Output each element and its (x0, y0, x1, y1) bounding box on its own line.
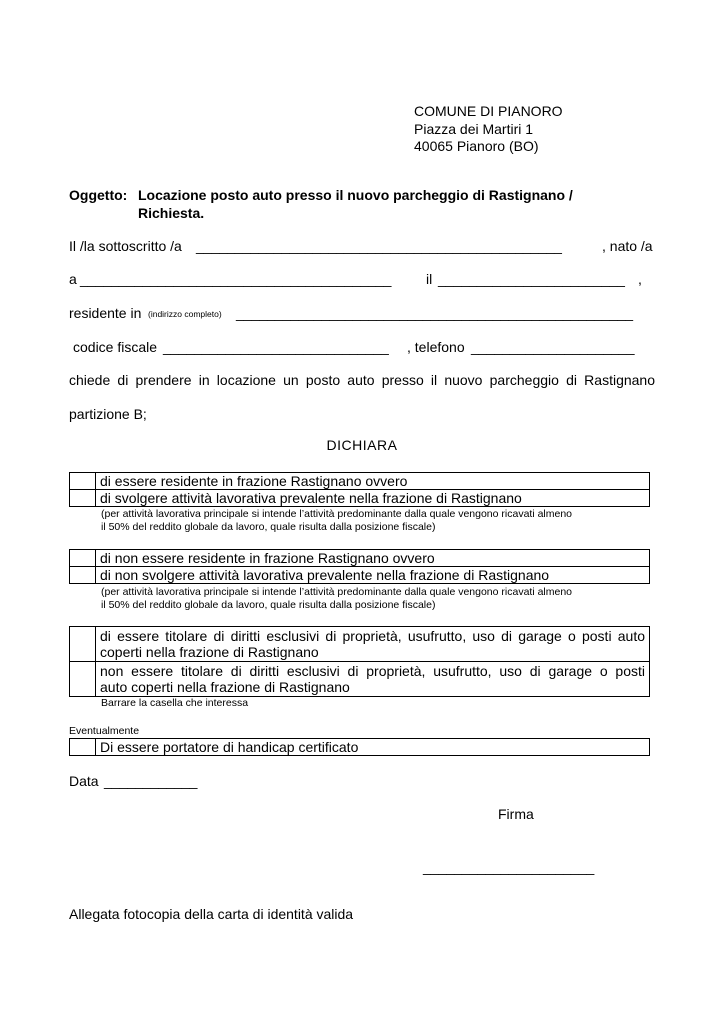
option-not-owner-line1: non essere titolare di diritti esclusivi di proprietà, usufrutto, uso di garage o posti (100, 663, 645, 679)
option-not-resident: di non essere residente in frazione Rastignano ovvero (96, 550, 650, 567)
group3-note: Barrare la casella che interessa (101, 697, 249, 709)
signature-label: Firma (498, 806, 534, 822)
date-field[interactable]: ____________ (104, 773, 198, 789)
residence-field[interactable]: ___________________________________________________ (236, 305, 634, 321)
signature-field[interactable]: ______________________ (423, 859, 595, 875)
declaration-group-2 (69, 549, 650, 584)
checkbox-handicap[interactable] (70, 739, 96, 756)
checkbox-work[interactable] (70, 490, 96, 507)
checkbox-owner[interactable] (70, 627, 96, 662)
recipient-name: COMUNE DI PIANORO (414, 103, 563, 119)
subject-line2: Richiesta. (138, 205, 205, 221)
birthdate-label: il (426, 271, 433, 287)
checkbox-not-resident[interactable] (70, 550, 96, 567)
declares-heading: DICHIARA (326, 437, 398, 453)
tax-code-field[interactable]: _____________________________ (163, 339, 389, 355)
option-resident: di essere residente in frazione Rastignano ovvero (96, 473, 650, 490)
group1-note-line2: il 50% del reddito globale da lavoro, quale risulta dalla posizione fiscale) (101, 521, 436, 533)
checkbox-not-work[interactable] (70, 567, 96, 584)
born-label: , nato /a (602, 238, 653, 254)
group1-note-line1: (per attività lavorativa principale si intende l’attività predominante dalla quale vengono ricavati almeno (101, 508, 573, 520)
group2-note-line1: (per attività lavorativa principale si intende l’attività predominante dalla quale vengono ricavati almeno (101, 586, 573, 598)
optional-group (69, 738, 650, 756)
group2-note-line2: il 50% del reddito globale da lavoro, quale risulta dalla posizione fiscale) (101, 599, 436, 611)
attachment-note: Allegata fotocopia della carta di identità valida (69, 906, 354, 922)
request-text: chiede di prendere in locazione un posto auto presso il nuovo parcheggio di Rastignano (69, 372, 655, 388)
option-work: di svolgere attività lavorativa prevalente nella frazione di Rastignano (96, 490, 650, 507)
residence-note: (indirizzo completo) (148, 309, 222, 319)
checkbox-not-owner[interactable] (70, 662, 96, 697)
subject-line1: Locazione posto auto presso il nuovo parcheggio di Rastignano / (138, 187, 573, 203)
birthdate-field[interactable]: ________________________ (438, 271, 625, 287)
phone-label: , telefono (407, 339, 465, 355)
option-handicap: Di essere portatore di handicap certificato (96, 739, 650, 756)
option-owner-line2: coperti nella frazione di Rastignano (100, 644, 319, 660)
phone-field[interactable]: _____________________ (471, 339, 635, 355)
option-owner-line1: di essere titolare di diritti esclusivi di proprietà, usufrutto, uso di garage o posti auto (100, 628, 645, 644)
name-field[interactable]: _______________________________________________ (196, 238, 562, 254)
name-label: Il /la sottoscritto /a (69, 238, 182, 254)
tax-code-label: codice fiscale (73, 339, 158, 355)
date-label: Data (69, 773, 99, 789)
recipient-address: Piazza dei Martiri 1 (414, 121, 534, 137)
optional-label: Eventualmente (69, 725, 140, 737)
declaration-group-1 (69, 472, 650, 507)
request-text-end: partizione B; (69, 406, 147, 422)
subject-label: Oggetto: (69, 187, 128, 203)
comma: , (638, 271, 642, 287)
option-not-work: di non svolgere attività lavorativa prevalente nella frazione di Rastignano (96, 567, 650, 584)
birthplace-field[interactable]: ________________________________________ (80, 271, 392, 287)
checkbox-resident[interactable] (70, 473, 96, 490)
residence-label: residente in (69, 305, 142, 321)
declaration-group-3 (69, 626, 650, 697)
birthplace-label: a (69, 271, 77, 287)
recipient-city: 40065 Pianoro (BO) (414, 138, 539, 154)
option-not-owner-line2: auto coperti nella frazione di Rastignano (100, 679, 350, 695)
